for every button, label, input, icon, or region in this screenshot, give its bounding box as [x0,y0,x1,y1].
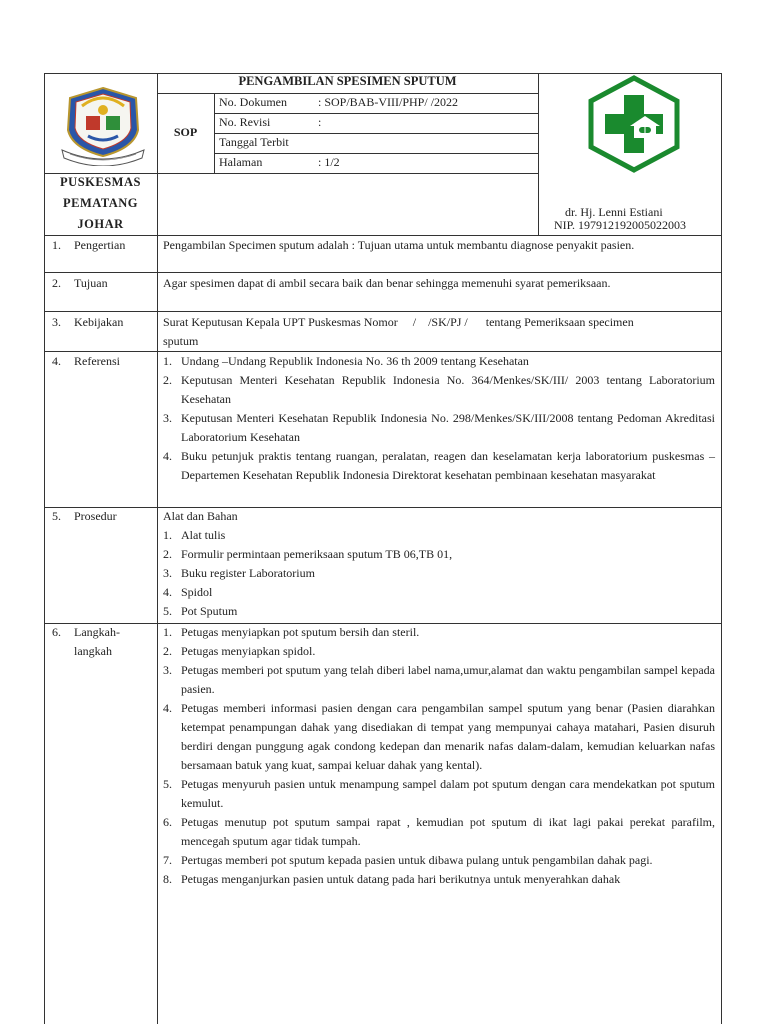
row-label-referensi: Referensi [74,354,120,368]
list-number: 1. [163,625,172,639]
list-number: 4. [163,449,172,463]
meta-label-no-dokumen: No. Dokumen [219,95,287,109]
row-label-prosedur: Prosedur [74,509,117,523]
row-line [44,507,721,508]
list-text: Pertugas memberi pot sputum kepada pasien untuk dibawa pulang untuk pengambilan dahak pagi. [181,853,653,867]
list-text: Petugas menyiapkan pot sputum bersih dan steril. [181,625,420,639]
row-number: 6. [52,625,61,639]
list-number: 6. [163,815,172,829]
list-text: Petugas menyiapkan spidol. [181,644,316,658]
meta-row-line [214,153,538,154]
row-number: 2. [52,276,61,290]
column-divider [157,73,158,1024]
list-item [163,661,715,699]
list-item [163,775,715,813]
document-title: PENGAMBILAN SPESIMEN SPUTUM [238,74,457,88]
list-text: Buku petunjuk praktis tentang ruangan, peralatan, reagen dan keselamatan kerja laboratorium puskesmas – Departemen Kesehatan Republik Indonesia Direktorat kesehatan pembinaan kesehatan masyarakat [181,449,715,482]
meta-value-halaman: : 1/2 [318,155,340,169]
list-item [163,699,715,775]
list-item [163,526,715,545]
list-text: Petugas memberi informasi pasien dengan cara pengambilan sampel sputum yang benar (Pasien diarahkan ketempat penampungan dahak yang disediakan di tempat yang mempunyai cahaya matahari, Pasien disuruh berdiri dengan punggung agak condong kedepan dan menarik nafas dalam-dalam, kemudian keluarkan nafas bersamaan batuk yang kuat, sampai keluar dahak yang kental). [181,701,715,772]
org-line: PUSKESMAS [60,175,141,189]
list-text: Pot Sputum [181,604,238,618]
list-number: 2. [163,644,172,658]
header-right-divider [538,73,539,235]
list-text: Buku register Laboratorium [181,566,315,580]
list-item [163,352,715,371]
list-number: 2. [163,373,172,387]
row-number: 4. [52,354,61,368]
list-number: 4. [163,585,172,599]
list-number: 4. [163,701,172,715]
puskesmas-cross-logo [584,75,684,173]
meta-label-tanggal-terbit: Tanggal Terbit [219,135,289,149]
list-item [163,813,715,851]
meta-label-halaman: Halaman [219,155,263,169]
meta-label-no-revisi: No. Revisi [219,115,271,129]
row-label-tujuan: Tujuan [74,276,108,290]
list-item [163,371,715,409]
list-number: 3. [163,663,172,677]
list-item [163,642,715,661]
list-text: Alat tulis [181,528,226,542]
row-line [44,272,721,273]
pengertian-text: Pengambilan Specimen sputum adalah : Tujuan utama untuk membantu diagnose penyakit pasien. [163,238,635,252]
row-label-pengertian: Pengertian [74,238,126,252]
list-item [163,545,715,564]
row-number: 5. [52,509,61,523]
regional-seal-logo [56,84,150,166]
list-item [163,870,715,889]
list-text: Petugas menganjurkan pasien untuk datang pada hari berikutnya untuk menyerahkan dahak [181,872,621,886]
row-label-kebijakan: Kebijakan [74,315,124,329]
kebijakan-text-cont: sputum [163,334,199,348]
list-number: 3. [163,411,172,425]
org-line: JOHAR [77,217,124,231]
list-number: 3. [163,566,172,580]
list-number: 7. [163,853,172,867]
list-text: Petugas menutup pot sputum sampai rapat , kemudian pot sputum di ikat lagi pakai perekat parafilm, mencegah sputum agar tidak tumpah. [181,815,715,848]
sop-label: SOP [173,125,198,139]
list-number: 5. [163,604,172,618]
list-item [163,564,715,583]
list-number: 1. [163,528,172,542]
list-item [163,602,715,621]
list-text: Spidol [181,585,213,599]
list-number: 1. [163,354,172,368]
list-item [163,623,715,642]
list-item [163,447,715,485]
signer-nip: NIP. 197912192005022003 [554,218,687,232]
row-label-langkah-cont: langkah [74,644,112,658]
alat-bahan-list [163,526,715,621]
list-item [163,583,715,602]
list-item [163,409,715,447]
row-label-langkah: Langkah- [74,625,120,639]
row-number: 1. [52,238,61,252]
org-name [44,172,157,235]
list-number: 8. [163,872,172,886]
langkah-list [163,623,715,889]
list-text: Undang –Undang Republik Indonesia No. 36 th 2009 tentang Kesehatan [181,354,529,368]
meta-value-no-dokumen: : SOP/BAB-VIII/PHP/ /2022 [318,95,459,109]
list-text: Petugas memberi pot sputum yang telah diberi label nama,umur,alamat dan waktu pengambilan sampel kepada pasien. [181,663,715,696]
list-text: Keputusan Menteri Kesehatan Republik Indonesia No. 364/Menkes/SK/III/ 2003 tentang Laboratorium Kesehatan [181,373,715,406]
list-number: 5. [163,777,172,791]
list-text: Keputusan Menteri Kesehatan Republik Indonesia No. 298/Menkes/SK/III/2008 tentang Pedoman Akreditasi Laboratorium Kesehatan [181,411,715,444]
table-border-right [721,73,722,1024]
meta-value-no-revisi: : [318,115,322,129]
kebijakan-text: Surat Keputusan Kepala UPT Puskesmas Nomor / /SK/PJ / tentang Pemeriksaan specimen [163,315,634,329]
row-line [44,311,721,312]
signer-name: dr. Hj. Lenni Estiani [565,205,663,219]
tujuan-text: Agar spesimen dapat di ambil secara baik dan benar sehingga memenuhi syarat pemeriksaan. [163,276,611,290]
list-number: 2. [163,547,172,561]
list-text: Petugas menyuruh pasien untuk menampung sampel dalam pot sputum dengan cara mendekatkan pot sputum kemulut. [181,777,715,810]
row-number: 3. [52,315,61,329]
list-item [163,851,715,870]
referensi-list [163,352,715,485]
org-line: PEMATANG [62,196,139,210]
list-text: Formulir permintaan pemeriksaan sputum TB 06,TB 01, [181,547,453,561]
prosedur-heading: Alat dan Bahan [163,509,238,523]
